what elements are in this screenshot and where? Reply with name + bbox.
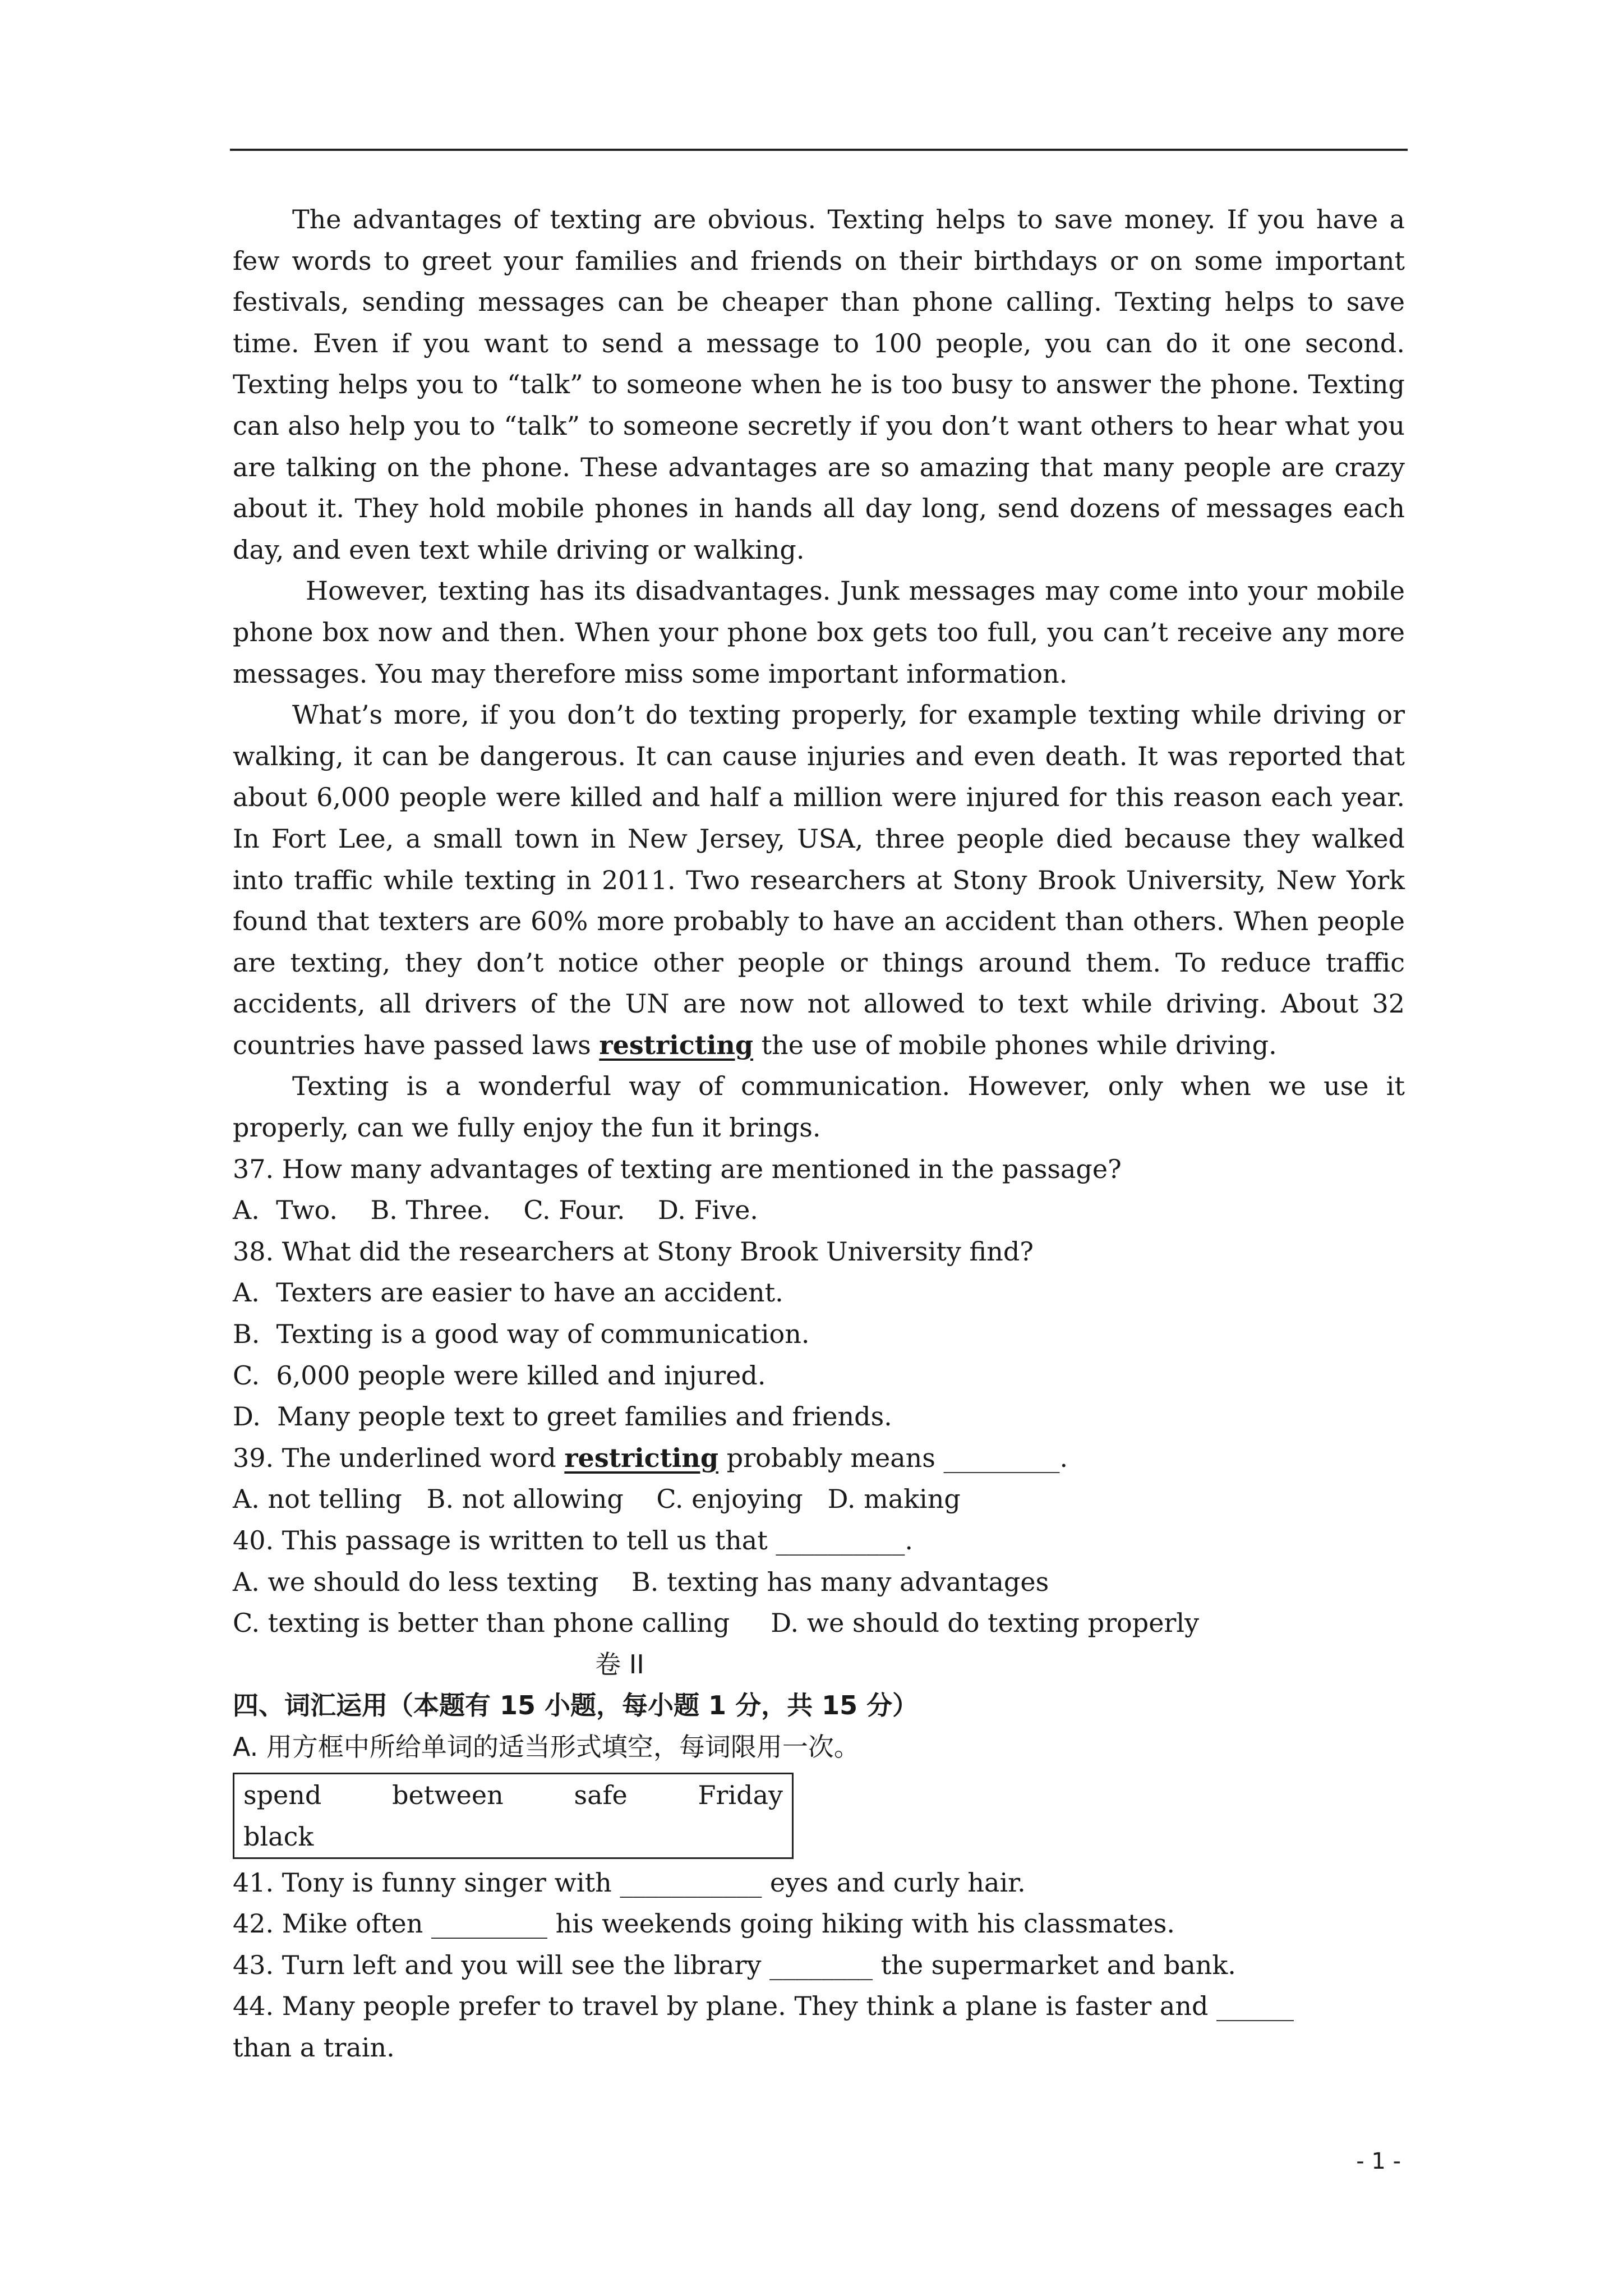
question-39-stem-after: probably means _________. — [718, 1442, 1068, 1473]
question-38-stem: 38. What did the researchers at Stony Brook University find? — [233, 1236, 1034, 1267]
passage-paragraph-1: The advantages of texting are obvious. Texting helps to save money. If you have a few words to greet your families and friends on their birthdays or on some important festivals, sending messages can be cheaper than phone calling. Texting helps to save time. Even if you want to send a message to 100 people, you can do it one second. Texting helps you to “talk” to someone when he is too busy to answer the phone. Texting can also help you to “talk” to someone secretly if you don’t want others to hear what you are talking on the phone. These advantages are so amazing that many people are crazy about it. They hold mobile phones in hands all day long, send dozens of messages each day, and even text while driving or walking. — [233, 204, 1405, 565]
word-box-row-2 — [243, 1816, 783, 1857]
word-box-item: spend — [243, 1779, 322, 1810]
question-38-option-d: D. Many people text to greet families and friends. — [233, 1401, 892, 1432]
word-box — [233, 1773, 794, 1859]
question-40-options-line-2: C. texting is better than phone calling D. we should do texting properly — [233, 1608, 1200, 1639]
question-38-option-b: B. Texting is a good way of communication. — [233, 1319, 810, 1350]
passage-paragraph-2: However, texting has its disadvantages. Junk messages may come into your mobile phone box now and then. When your phone box gets too full, you can’t receive any more messages. You may therefore miss some important information. — [233, 576, 1405, 689]
passage-paragraph-4: Texting is a wonderful way of communication. However, only when we use it properly, can we fully enjoy the fun it brings. — [233, 1071, 1405, 1143]
header-rule — [230, 149, 1408, 151]
page-number: - 1 - — [1356, 2148, 1401, 2174]
paragraph-3-text-before: What’s more, if you don’t do texting properly, for example texting while driving or walking, it can be dangerous. It can cause injuries and even death. It was reported that about 6,000 people were killed and half a million were injured for this reason each year. In Fort Lee, a small town in New Jersey, USA, three people died because they walked into traffic while texting in 2011. Two researchers at Stony Brook University, New York found that texters are 60% more probably to have an accident than others. When people are texting, they don’t notice other people or things around them. To reduce traffic accidents, all drivers of the UN are now not allowed to text while driving. About 32 countries have passed laws — [233, 700, 1405, 1060]
word-box-row-1 — [243, 1774, 783, 1816]
question-44-line-2: than a train. — [233, 2032, 395, 2063]
question-39-stem-before: 39. The underlined word — [233, 1442, 565, 1473]
question-38-option-c: C. 6,000 people were killed and injured. — [233, 1360, 766, 1391]
word-box-item: black — [243, 1821, 314, 1852]
question-39-options: A. not telling B. not allowing C. enjoying D. making — [233, 1484, 961, 1515]
page-content — [233, 199, 1405, 2069]
question-40-stem: 40. This passage is written to tell us that __________. — [233, 1525, 913, 1556]
question-39-stem — [233, 1438, 1405, 1479]
question-40-options-line-1: A. we should do less texting B. texting has many advantages — [233, 1566, 1049, 1597]
question-43: 43. Turn left and you will see the library ________ the supermarket and bank. — [233, 1949, 1236, 1980]
question-37-stem: 37. How many advantages of texting are mentioned in the passage? — [233, 1153, 1122, 1184]
word-box-item: between — [392, 1779, 504, 1810]
question-44-line-1: 44. Many people prefer to travel by plane. They think a plane is faster and ______ — [233, 1991, 1294, 2022]
underlined-word: restricting — [599, 1029, 754, 1060]
paragraph-3-text-after: the use of mobile phones while driving. — [753, 1029, 1277, 1060]
question-42: 42. Mike often _________ his weekends going hiking with his classmates. — [233, 1908, 1175, 1939]
section-heading: 四、词汇运用（本题有 15 小题，每小题 1 分，共 15 分） — [233, 1690, 919, 1721]
part-2-title: 卷 II — [595, 1649, 644, 1680]
question-39-underlined-word: restricting — [564, 1442, 719, 1473]
word-box-item: safe — [574, 1779, 628, 1810]
section-instruction: A. 用方框中所给单词的适当形式填空，每词限用一次。 — [233, 1731, 860, 1762]
question-41: 41. Tony is funny singer with ___________ eyes and curly hair. — [233, 1867, 1026, 1898]
question-38-option-a: A. Texters are easier to have an accident. — [233, 1277, 783, 1308]
question-37-options: A. Two. B. Three. C. Four. D. Five. — [233, 1195, 758, 1226]
word-box-item: Friday — [698, 1779, 783, 1810]
passage-paragraph-3 — [233, 694, 1405, 1066]
